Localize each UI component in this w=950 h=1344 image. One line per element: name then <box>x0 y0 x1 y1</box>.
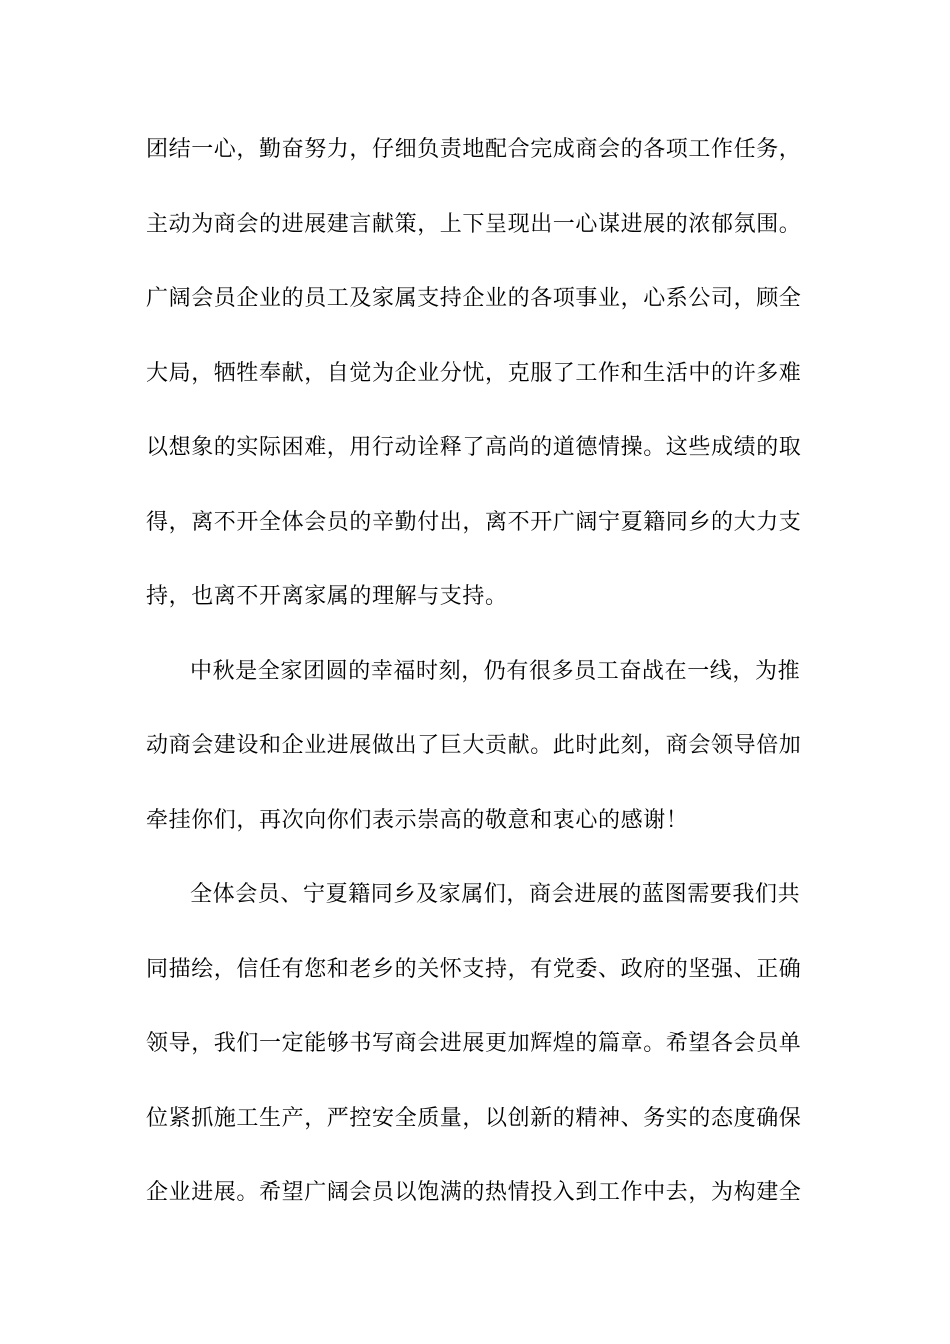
text-line: 以想象的实际困难，用行动诠释了高尚的道德情操。这些成绩的取 <box>146 435 802 460</box>
text-line: 企业进展。希望广阔会员以饱满的热情投入到工作中去，为构建全 <box>146 1180 802 1205</box>
paragraph-start-line: 全体会员、宁夏籍同乡及家属们，商会进展的蓝图需要我们共 <box>190 882 801 907</box>
text-line: 大局，牺牲奉献，自觉为企业分忧，克服了工作和生活中的许多难 <box>146 360 802 386</box>
text-line: 领导，我们一定能够书写商会进展更加辉煌的篇章。希望各会员单 <box>146 1031 802 1056</box>
paragraph-start-line: 中秋是全家团圆的幸福时刻，仍有很多员工奋战在一线，为推 <box>190 658 801 684</box>
text-line: 团结一心，勤奋努力，仔细负责地配合完成商会的各项工作任务， <box>146 137 802 162</box>
text-line: 位紧抓施工生产，严控安全质量，以创新的精神、务实的态度确保 <box>146 1105 802 1131</box>
text-line: 主动为商会的进展建言献策，上下呈现出一心谋进展的浓郁氛围。 <box>146 211 802 237</box>
text-line: 同描绘，信任有您和老乡的关怀支持，有党委、政府的坚强、正确 <box>146 956 802 982</box>
text-line: 动商会建设和企业进展做出了巨大贡献。此时此刻，商会领导倍加 <box>146 733 802 758</box>
text-line: 广阔会员企业的员工及家属支持企业的各项事业，心系公司，顾全 <box>146 286 802 311</box>
body-text <box>146 128 808 1246</box>
text-line: 得，离不开全体会员的辛勤付出，离不开广阔宁夏籍同乡的大力支 <box>146 509 802 535</box>
text-line: 持，也离不开离家属的理解与支持。 <box>146 584 508 609</box>
text-line: 牵挂你们，再次向你们表示崇高的敬意和衷心的感谢！ <box>146 807 689 833</box>
